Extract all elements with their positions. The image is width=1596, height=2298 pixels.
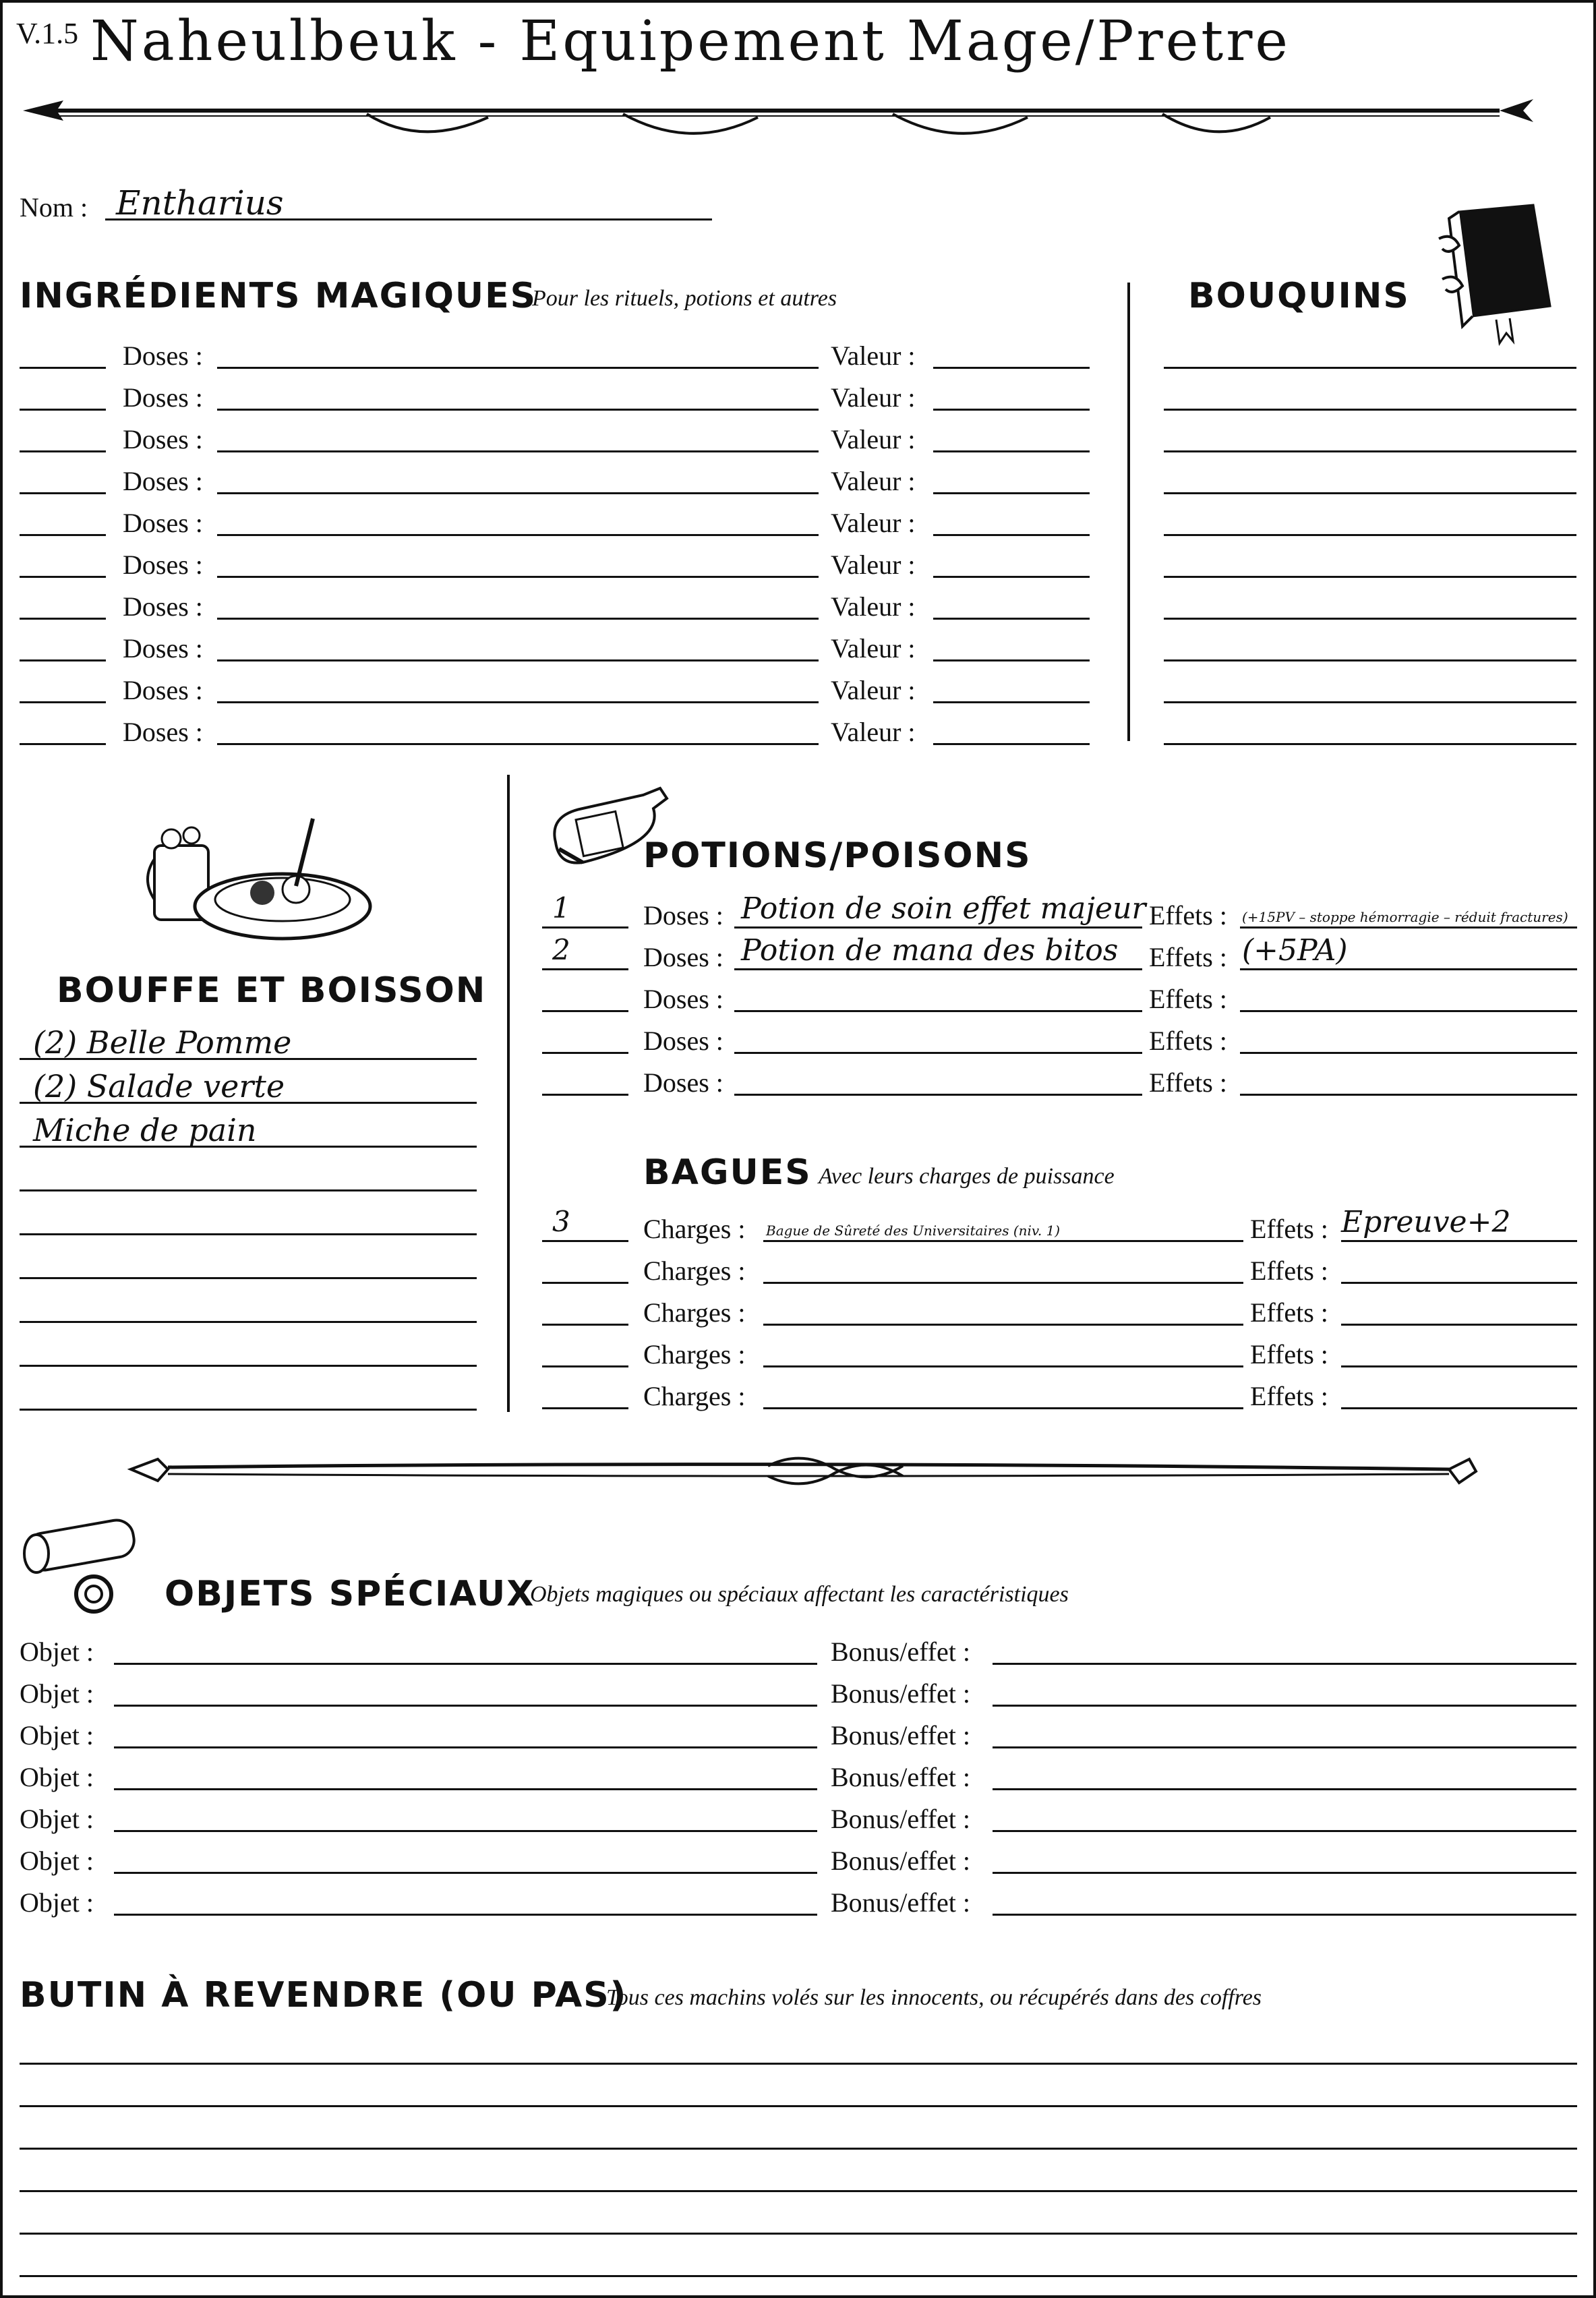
loot-field[interactable] xyxy=(20,2233,1577,2235)
books-title: BOUQUINS xyxy=(1188,276,1410,316)
potion-qty-field[interactable] xyxy=(542,968,628,970)
ring-effects-label: Effets : xyxy=(1250,1214,1328,1244)
potion-name-field[interactable] xyxy=(734,926,1142,929)
ring-charges-label: Charges : xyxy=(643,1214,746,1244)
ring-name-field[interactable] xyxy=(763,1240,1243,1242)
bonus-label: Bonus/effet : xyxy=(831,1846,971,1876)
ingredient-value-field[interactable] xyxy=(933,409,1090,411)
object-field[interactable] xyxy=(114,1788,817,1790)
object-label: Objet : xyxy=(20,1846,94,1876)
doses-label: Doses : xyxy=(123,717,203,747)
ring-name-field[interactable] xyxy=(763,1365,1243,1367)
food-field[interactable] xyxy=(20,1189,477,1191)
potions-title: POTIONS/POISONS xyxy=(643,835,1032,876)
ingredient-value-field[interactable] xyxy=(933,576,1090,578)
book-field[interactable] xyxy=(1164,659,1576,661)
object-field[interactable] xyxy=(114,1872,817,1874)
bonus-label: Bonus/effet : xyxy=(831,1678,971,1709)
name-underline xyxy=(105,218,712,220)
food-title: BOUFFE ET BOISSON xyxy=(57,970,487,1011)
bonus-label: Bonus/effet : xyxy=(831,1887,971,1918)
potion-qty[interactable]: 1 xyxy=(552,891,570,924)
food-field[interactable] xyxy=(20,1146,477,1148)
ring-effects-label: Effets : xyxy=(1250,1256,1328,1286)
special-subtitle: Objets magiques ou spéciaux affectant les caractéristiques xyxy=(530,1582,1069,1607)
book-icon xyxy=(1432,198,1554,340)
loot-title: BUTIN À REVENDRE (OU PAS) xyxy=(20,1975,628,2015)
ingredients-title: INGRÉDIENTS MAGIQUES xyxy=(20,276,537,316)
ingredient-qty-field[interactable] xyxy=(20,450,106,452)
doses-label: Doses : xyxy=(123,508,203,538)
ingredient-name-field[interactable] xyxy=(217,659,819,661)
ingredients-subtitle: Pour les rituels, potions et autres xyxy=(532,286,837,311)
book-field[interactable] xyxy=(1164,409,1576,411)
potion-effect[interactable]: (+5PA) xyxy=(1242,933,1348,968)
name-value[interactable]: Entharius xyxy=(116,183,284,223)
potion-name[interactable]: Potion de mana des bitos xyxy=(741,933,1119,968)
bonus-field[interactable] xyxy=(993,1872,1576,1874)
ingredient-value-field[interactable] xyxy=(933,659,1090,661)
ingredient-name-field[interactable] xyxy=(217,450,819,452)
ingredient-value-field[interactable] xyxy=(933,534,1090,536)
book-field[interactable] xyxy=(1164,450,1576,452)
scroll-ring-icon xyxy=(16,1513,158,1621)
special-title: OBJETS SPÉCIAUX xyxy=(165,1574,535,1614)
ring-effects-label: Effets : xyxy=(1250,1297,1328,1328)
ingredient-value-field[interactable] xyxy=(933,367,1090,369)
potion-name-field[interactable] xyxy=(734,1094,1142,1096)
version-label: V.1.5 xyxy=(16,17,79,50)
name-label: Nom : xyxy=(20,192,88,223)
value-label: Valeur : xyxy=(831,717,916,747)
potion-doses-label: Doses : xyxy=(643,1026,723,1056)
food-field[interactable] xyxy=(20,1233,477,1235)
separator-books xyxy=(1127,283,1130,741)
object-label: Objet : xyxy=(20,1762,94,1792)
page-title: Naheulbeuk - Equipement Mage/Pretre xyxy=(90,9,1291,73)
ring-qty-field[interactable] xyxy=(542,1324,628,1326)
potion-effect-field[interactable] xyxy=(1240,1010,1577,1012)
ring-effect-field[interactable] xyxy=(1341,1407,1577,1409)
value-label: Valeur : xyxy=(831,633,916,664)
food-item[interactable]: Miche de pain xyxy=(33,1112,257,1148)
book-field[interactable] xyxy=(1164,701,1576,703)
ring-qty-field[interactable] xyxy=(542,1240,628,1242)
bonus-label: Bonus/effet : xyxy=(831,1637,971,1667)
ingredient-qty-field[interactable] xyxy=(20,367,106,369)
potion-effect-field[interactable] xyxy=(1240,926,1577,929)
ingredient-name-field[interactable] xyxy=(217,743,819,745)
ingredient-qty-field[interactable] xyxy=(20,659,106,661)
object-label: Objet : xyxy=(20,1678,94,1709)
potion-effect-field[interactable] xyxy=(1240,968,1577,970)
value-label: Valeur : xyxy=(831,341,916,371)
potion-qty-field[interactable] xyxy=(542,1094,628,1096)
ingredient-name-field[interactable] xyxy=(217,367,819,369)
ingredient-name-field[interactable] xyxy=(217,409,819,411)
book-field[interactable] xyxy=(1164,576,1576,578)
ring-name-field[interactable] xyxy=(763,1407,1243,1409)
ingredient-value-field[interactable] xyxy=(933,450,1090,452)
rings-subtitle: Avec leurs charges de puissance xyxy=(819,1164,1115,1189)
bonus-label: Bonus/effet : xyxy=(831,1762,971,1792)
bonus-label: Bonus/effet : xyxy=(831,1720,971,1750)
ingredient-qty-field[interactable] xyxy=(20,534,106,536)
bonus-field[interactable] xyxy=(993,1746,1576,1748)
loot-field[interactable] xyxy=(20,2148,1577,2150)
ring-effect-field[interactable] xyxy=(1341,1282,1577,1284)
value-label: Valeur : xyxy=(831,382,916,413)
doses-label: Doses : xyxy=(123,382,203,413)
ingredient-name-field[interactable] xyxy=(217,492,819,494)
book-field[interactable] xyxy=(1164,492,1576,494)
ring-name-field[interactable] xyxy=(763,1324,1243,1326)
bonus-field[interactable] xyxy=(993,1830,1576,1832)
ring-charges-label: Charges : xyxy=(643,1297,746,1328)
potion-effects-label: Effets : xyxy=(1149,942,1227,972)
bonus-field[interactable] xyxy=(993,1663,1576,1665)
food-item[interactable]: (2) Belle Pomme xyxy=(33,1024,292,1061)
doses-label: Doses : xyxy=(123,550,203,580)
ingredient-qty-field[interactable] xyxy=(20,701,106,703)
loot-field[interactable] xyxy=(20,2275,1577,2277)
object-label: Objet : xyxy=(20,1804,94,1834)
potion-effect-field[interactable] xyxy=(1240,1094,1577,1096)
potion-qty-field[interactable] xyxy=(542,1052,628,1054)
ring-effect-field[interactable] xyxy=(1341,1240,1577,1242)
object-field[interactable] xyxy=(114,1705,817,1707)
doses-label: Doses : xyxy=(123,424,203,454)
ring-effect-field[interactable] xyxy=(1341,1324,1577,1326)
potion-name-field[interactable] xyxy=(734,1010,1142,1012)
potion-doses-label: Doses : xyxy=(643,984,723,1014)
potion-name-field[interactable] xyxy=(734,1052,1142,1054)
bonus-label: Bonus/effet : xyxy=(831,1804,971,1834)
food-field[interactable] xyxy=(20,1321,477,1323)
food-field[interactable] xyxy=(20,1365,477,1367)
book-field[interactable] xyxy=(1164,743,1576,745)
value-label: Valeur : xyxy=(831,508,916,538)
ingredient-qty-field[interactable] xyxy=(20,618,106,620)
food-icon xyxy=(141,805,384,947)
potion-qty[interactable]: 2 xyxy=(552,933,570,966)
loot-field[interactable] xyxy=(20,2063,1577,2065)
value-label: Valeur : xyxy=(831,466,916,496)
object-label: Objet : xyxy=(20,1637,94,1667)
object-field[interactable] xyxy=(114,1914,817,1916)
value-label: Valeur : xyxy=(831,550,916,580)
potion-doses-label: Doses : xyxy=(643,942,723,972)
potion-effect[interactable]: (+15PV – stoppe hémorragie – réduit fractures) xyxy=(1242,909,1568,925)
potion-effect-field[interactable] xyxy=(1240,1052,1577,1054)
potion-qty-field[interactable] xyxy=(542,926,628,929)
ring-qty-field[interactable] xyxy=(542,1407,628,1409)
food-field[interactable] xyxy=(20,1058,477,1060)
potion-doses-label: Doses : xyxy=(643,900,723,931)
potion-qty-field[interactable] xyxy=(542,1010,628,1012)
ring-name[interactable]: Bague de Sûreté des Universitaires (niv. 1) xyxy=(766,1222,1061,1239)
potion-name[interactable]: Potion de soin effet majeur xyxy=(741,891,1146,926)
book-field[interactable] xyxy=(1164,534,1576,536)
ring-name-field[interactable] xyxy=(763,1282,1243,1284)
value-label: Valeur : xyxy=(831,675,916,705)
ingredient-name-field[interactable] xyxy=(217,576,819,578)
food-field[interactable] xyxy=(20,1102,477,1104)
potion-effects-label: Effets : xyxy=(1149,900,1227,931)
ring-effects-label: Effets : xyxy=(1250,1339,1328,1369)
book-field[interactable] xyxy=(1164,618,1576,620)
potion-effects-label: Effets : xyxy=(1149,1067,1227,1098)
ingredient-value-field[interactable] xyxy=(933,743,1090,745)
ring-qty[interactable]: 3 xyxy=(552,1205,570,1238)
loot-field[interactable] xyxy=(20,2105,1577,2107)
ingredient-qty-field[interactable] xyxy=(20,492,106,494)
separator-potions xyxy=(507,775,510,1412)
ingredient-name-field[interactable] xyxy=(217,618,819,620)
ring-charges-label: Charges : xyxy=(643,1381,746,1411)
ingredient-qty-field[interactable] xyxy=(20,409,106,411)
ingredient-value-field[interactable] xyxy=(933,701,1090,703)
potion-name-field[interactable] xyxy=(734,968,1142,970)
food-field[interactable] xyxy=(20,1277,477,1279)
value-label: Valeur : xyxy=(831,424,916,454)
bonus-field[interactable] xyxy=(993,1914,1576,1916)
loot-subtitle: Tous ces machins volés sur les innocents, ou récupérés dans des coffres xyxy=(606,1985,1262,2010)
ingredient-qty-field[interactable] xyxy=(20,743,106,745)
doses-label: Doses : xyxy=(123,591,203,622)
book-field[interactable] xyxy=(1164,367,1576,369)
loot-field[interactable] xyxy=(20,2190,1577,2192)
food-item[interactable]: (2) Salade verte xyxy=(33,1068,285,1104)
ingredient-value-field[interactable] xyxy=(933,492,1090,494)
ingredient-name-field[interactable] xyxy=(217,701,819,703)
ring-qty-field[interactable] xyxy=(542,1282,628,1284)
potion-effects-label: Effets : xyxy=(1149,984,1227,1014)
food-field[interactable] xyxy=(20,1409,477,1411)
ring-qty-field[interactable] xyxy=(542,1365,628,1367)
object-label: Objet : xyxy=(20,1720,94,1750)
object-field[interactable] xyxy=(114,1746,817,1748)
object-field[interactable] xyxy=(114,1663,817,1665)
ring-effect[interactable]: Epreuve+2 xyxy=(1341,1205,1511,1239)
potion-effects-label: Effets : xyxy=(1149,1026,1227,1056)
bonus-field[interactable] xyxy=(993,1788,1576,1790)
ingredient-qty-field[interactable] xyxy=(20,576,106,578)
doses-label: Doses : xyxy=(123,675,203,705)
rings-title: BAGUES xyxy=(643,1152,812,1193)
ingredient-name-field[interactable] xyxy=(217,534,819,536)
ring-charges-label: Charges : xyxy=(643,1339,746,1369)
doses-label: Doses : xyxy=(123,633,203,664)
doses-label: Doses : xyxy=(123,466,203,496)
ingredient-value-field[interactable] xyxy=(933,618,1090,620)
ring-charges-label: Charges : xyxy=(643,1256,746,1286)
object-field[interactable] xyxy=(114,1830,817,1832)
doses-label: Doses : xyxy=(123,341,203,371)
staff-divider xyxy=(127,1446,1476,1506)
value-label: Valeur : xyxy=(831,591,916,622)
object-label: Objet : xyxy=(20,1887,94,1918)
potion-doses-label: Doses : xyxy=(643,1067,723,1098)
sword-divider xyxy=(16,87,1540,148)
bonus-field[interactable] xyxy=(993,1705,1576,1707)
ring-effect-field[interactable] xyxy=(1341,1365,1577,1367)
ring-effects-label: Effets : xyxy=(1250,1381,1328,1411)
